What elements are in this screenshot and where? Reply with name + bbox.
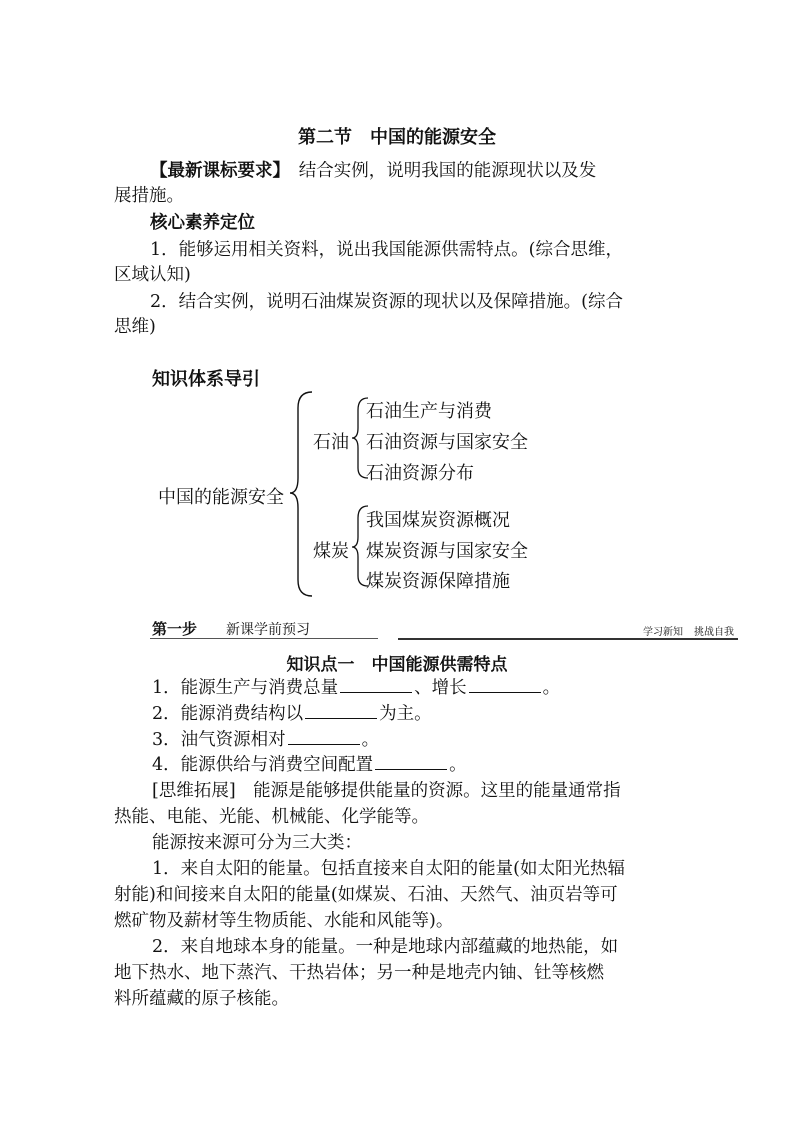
step-right1: 学习新知 xyxy=(643,627,683,638)
expand-line2: 热能、电能、光能、机械能、化学能等。 xyxy=(114,807,429,827)
answer-blank[interactable] xyxy=(305,702,377,719)
core-item2-line1: 2．结合实例，说明石油煤炭资源的现状以及保障措施。(综合 xyxy=(150,292,623,312)
tree-coal-label: 煤炭 xyxy=(313,541,349,562)
intro-tag: 【最新课标要求】 xyxy=(150,161,282,181)
expand-p1-line2: 射能)和间接来自太阳的能量(如煤炭、石油、天然气、油页岩等可 xyxy=(114,885,618,905)
question-3: 3．油气资源相对 。 xyxy=(152,730,380,750)
knowledge-heading: 知识点一 中国能源供需特点 xyxy=(286,655,508,675)
core-item1-line1: 1．能够运用相关资料，说出我国能源供需特点。(综合思维， xyxy=(150,240,623,260)
question-1: 1．能源生产与消费总量 、增长 。 xyxy=(152,678,561,698)
tree-heading: 知识体系导引 xyxy=(152,369,260,390)
expand-line3: 能源按来源可分为三大类： xyxy=(152,833,362,853)
question-2: 2．能源消费结构以 为主。 xyxy=(152,704,432,724)
step-divider-left xyxy=(150,638,378,639)
intro-line2: 展措施。 xyxy=(114,186,184,206)
answer-blank[interactable] xyxy=(340,676,412,693)
page-title: 第二节 中国的能源安全 xyxy=(298,127,496,148)
question-4: 4．能源供给与消费空间配置 。 xyxy=(152,755,467,775)
answer-blank[interactable] xyxy=(375,753,447,770)
expand-p1-line1: 1．来自太阳的能量。包括直接来自太阳的能量(如太阳光热辐 xyxy=(152,859,625,879)
expand-tag: [思维拓展] xyxy=(152,781,236,801)
expand-p2-line2: 地下热水、地下蒸汽、干热岩体；另一种是地壳内铀、钍等核燃 xyxy=(114,963,604,983)
expand-p2-line3: 料所蕴藏的原子核能。 xyxy=(114,989,289,1009)
expand-line1: [思维拓展] 能源是能够提供能量的资源。这里的能量通常指 xyxy=(152,781,621,801)
core-item2-line2: 思维) xyxy=(114,317,156,337)
answer-blank[interactable] xyxy=(288,728,360,745)
step-divider-right xyxy=(398,638,738,640)
expand-p2-line1: 2．来自地球本身的能量。一种是地球内部蕴藏的地热能，如 xyxy=(152,937,619,957)
tree-coal-item: 煤炭资源与国家安全 xyxy=(366,541,528,562)
answer-blank[interactable] xyxy=(469,676,541,693)
step-right2: 挑战自我 xyxy=(694,627,734,638)
tree-oil-item: 石油资源分布 xyxy=(366,463,474,484)
tree-oil-item: 石油资源与国家安全 xyxy=(366,432,528,453)
tree-root: 中国的能源安全 xyxy=(158,487,284,508)
step-label: 第一步 xyxy=(152,620,198,638)
expand-p1-line3: 燃矿物及薪材等生物质能、水能和风能等)。 xyxy=(114,911,454,931)
intro-text: 结合实例，说明我国的能源现状以及发 xyxy=(281,161,597,181)
tree-coal-item: 煤炭资源保障措施 xyxy=(366,571,510,592)
tree-oil-label: 石油 xyxy=(313,432,349,453)
step-title: 新课学前预习 xyxy=(226,622,310,638)
tree-oil-item: 石油生产与消费 xyxy=(366,401,492,422)
core-heading: 核心素养定位 xyxy=(150,213,255,233)
core-item1-line2: 区域认知) xyxy=(114,265,191,285)
tree-coal-item: 我国煤炭资源概况 xyxy=(366,510,510,531)
